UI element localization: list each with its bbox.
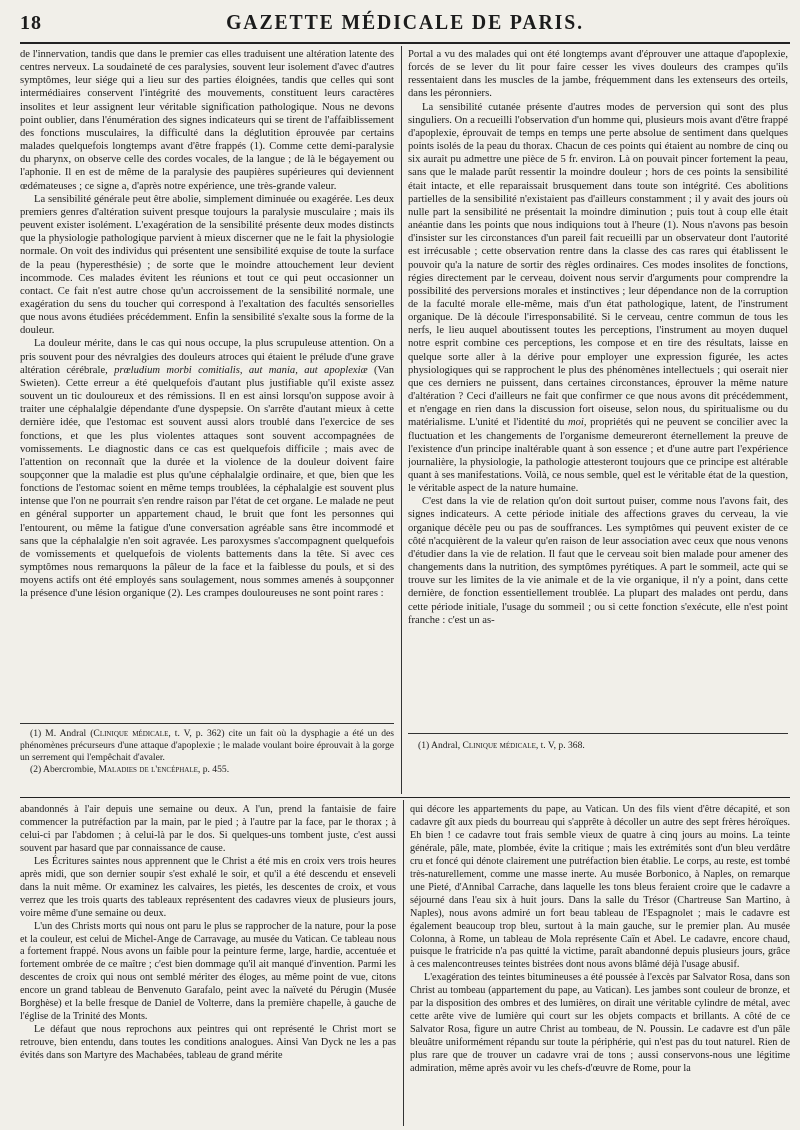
footnotes-left: [20, 728, 394, 784]
text-run: , p. 455.: [197, 764, 230, 775]
text-run: (Van Swieten). Cette erreur a été quelquefois d'autant plus justifiable qu'il existe assez souvent un tic douloureux et des rémissions. Il en est ainsi lorsqu'on suppose avoir à traiter une céphalalgie dépendante d'une dyspepsie. On s'arrête d'autant mieux à cette dernière idée, que l'estomac est souvent aussi alors troublé dans l'exercice de ses fonctions, et que les plus violentes attaques sont souvent accompagnées de vomissements. Le diagnostic dans ce cas est quelquefois difficile ; mais avec de l'attention on reconnaît que la durée et la violence de la douleur doivent faire soupçonner que la maladie est plus qu'une céphalalgie ordinaire, et que, bien que les fonctions de l'estomac soient en même temps troublées, la céphalalgie est souvent plus intense que l'on ne pourrait s'en rendre raison par l'état de cet organe. Le malade ne peut en général supporter un appartement chaud, le bruit que font les personnes qui l'entourent, ou même la fatigue d'une conversation agréable sans être incommodé et sans que la céphalalgie n'en soit agravée. Les paroxysmes s'accompagnent quelquefois de vomissements et quelquefois de violents battements dans la tête. Si avec ces symptômes nous remarquons la pâleur de la face et la faiblesse du pouls, et si des moyens actifs ont été employés sans soulagement, nous sommes amenés à soupçonner la présence d'une lésion organique (2). Les crampes douloureuses ne sont point rares :: [20, 364, 394, 600]
book-title: Maladies de l'encéphale: [98, 764, 198, 775]
paragraph: [408, 101, 788, 496]
text-run: , t. V, p. 362) cite un fait où la dysphagie a été un des phénomènes précurseurs d'une attaque d'apoplexie ; le malade voulant boire éprouvait à la gorge un serrement qui l'empêchait d'avaler.: [20, 728, 394, 763]
column-divider: [401, 46, 402, 794]
text-run: La sensibilité cutanée présente d'autres modes de perversion qui sont des plus singuliers. On a recueilli l'observation d'un homme qui, plusieurs mois avant d'être frappé d'apoplexie, éprouvait de temps en temps une perte absolue de sentiment dans quelques points isolés de la peau du thorax. Chacun de ces points qui étaient au nombre de cinq ou six aurait pu admettre une pièce de 5 fr. environ. Là on pouvait pincer fortement la peau, sans que le malade parût ressentir la moindre douleur ; hors de ces points la sensibilité était intacte, et elle reparaissait brusquement dans toute son intégrité. Ces abolitions partielles de la sensibilité n'existaient pas d'ailleurs constamment ; il y avait des jours où nulle part la sensibilité ne présentait la moindre diminution ; puis tout à coup elle était anéantie dans les points que nous indiquions tout à l'heure (1). Nous n'avons pas besoin d'insister sur les circonstances d'un pareil fait recueilli par un observateur dont l'autorité est irrécusable ; cette observation rentre dans la classe des cas rares qui établissent le pouvoir qu'a la nature de sortir des règles ordinaires. Ces modes insolites de fonctions, régies directement par le cerveau, doivent nous servir d'arguments pour comprendre la possibilité des perversions morales et instinctives ; leur dépendance non de la corruption de la faculté morale elle-même, mais d'un état pathologique, latent, de l'instrument organique. De là découle l'irresponsabilité. Si le cerveau, centre commun de tous les nerfs, le lieu auquel aboutissent toutes les perceptions, l'instrument au moyen duquel notre esprit combine ces perceptions, les compose et en tire des résultats, laisse en quelque sorte aller à la dérive pour employer une expression figurée, les actes physiologiques qui se rapprochent le plus des phénomènes intellectuels ; qui oserait nier que ces derniers ne puissent, dans certaines circonstances, éprouver la même nature d'altération ? Ceci d'ailleurs ne fait que confirmer ce que nous avons dit précédemment, et n'engage en rien dans la discussion fort oiseuse, selon nous, du spiritualisme ou du matérialisme. L'unité et l'identité du: [408, 101, 788, 429]
paragraph: [20, 337, 394, 600]
page-header: [20, 6, 790, 42]
footnote: [20, 728, 394, 764]
footnote-rule: [408, 733, 788, 734]
paragraph: Les Écritures saintes nous apprennent que le Christ a été mis en croix vers trois heures après midi, que son dernier soupir s'est exhalé le soir, et qu'il a été descendu et enseveli dans la nuit même. Or examinez les calvaires, les pietés, les descentes de croix, et vous verrez que les trois quarts des tableaux représentent des cadavres vieux de plusieurs jours, voire même d'une semaine ou deux.: [20, 855, 396, 919]
footnote: [20, 764, 394, 776]
paragraph: C'est dans la vie de relation qu'on doit surtout puiser, comme nous l'avons fait, des signes indicateurs. A cette période initiale des affections graves du cerveau, la vie organique décèle peu ou pas de souffrances. Les symptômes qui peuvent exister de ce côté n'acquièrent de la valeur qu'en raison de leur association avec ceux que nous venons d'étudier dans la vie de relation. Il faut que le cerveau soit bien malade pour amener des changements dans la nutrition, des symptômes pyrétiques. A part le sommeil, acte qui se trouve sur les limites de la vie animale et de la vie organique, il n'y a point, dans cette dernière, de fonction essentiellement troublée. La plupart des malades ont perdu, dans cette période initiale, l'usage du sommeil ; ou si cette fonction s'exécute, elle n'est point franche : c'est un as-: [408, 496, 788, 626]
text-run: (1) M. Andral (: [30, 728, 94, 739]
page-number: 18: [20, 12, 42, 34]
text-run: (1) Andral,: [418, 740, 463, 751]
column-divider: [403, 800, 404, 1126]
section-rule: [20, 797, 790, 798]
text-run: (2) Abercrombie,: [30, 764, 99, 775]
footnotes-right: [408, 740, 788, 760]
paragraph: La sensibilité générale peut être abolie, simplement diminuée ou exagérée. Les deux premiers genres d'altération suivent presque toujours la paralysie musculaire ; mais ils peuvent exister isolément. L'exagération de la sensibilité présente deux modes distincts que la physiologie pathologique parvient à mieux discerner que ne le fait la physiologie normale. On voit des individus qui présentent une sensibilité exquise de toute la surface de la peau (hyperesthésie) ; de sorte que le moindre attouchement leur devient incommode. Ces malades évitent les réunions et tout ce qui peut occasionner un contact. Ce fait n'est autre chose qu'un accroissement de la sensibilité normale, une exagération du sens du toucher qui correspond à l'exaltation des facultés sensorielles que nous avons étudiées précédemment. Enfin la sensibilité s'exalte sous la forme de la douleur.: [20, 193, 394, 337]
journal-title: GAZETTE MÉDICALE DE PARIS.: [226, 10, 584, 34]
italic-word: moi: [567, 417, 584, 429]
paragraph: Le défaut que nous reprochons aux peintres qui ont représenté le Christ mort se retrouve, bien entendu, dans toutes les conditions analogues. Ainsi Van Dyck ne les a pas évités dans son Martyre des Machabées, tableau de grand mérite: [20, 1024, 396, 1062]
latin-quote: prœludium morbi comitialis, aut mania, aut apoplexiæ: [114, 364, 368, 376]
paragraph: qui décore les appartements du pape, au Vatican. Un des fils vient d'être décapité, et son cadavre gît aux pieds du bourreau qui s'apprête à décoller un autre des sept frères héroïques. Eh bien ! ce cadavre tout frais semble vieux de quatre à cinq jours au moins. La teinte générale, pâle, mate, plombée, évite la critique ; mais les extrémités sont d'un bleu verdâtre cru et foncé qui dénote clairement une putréfaction bien établie. Le corps, au reste, est tombé très-naturellement, comme une masse inerte. Au musée Borbonico, à Naples, on remarque une Pieté, d'Annibal Carrache, dans laquelle les tons bleus feraient croire que le cadavre a séjourné dans l'eau six à huit jours. Dans la salle du Trésor (Chartreuse San Martino, à Naples), nous avons admiré un fort beau tableau de l'Espagnolet ; mais le cadavre est également beaucoup trop bleu, surtout à la main gauche, sur le premier plan. Au musée Colonna, à Rome, un tableau de Mola représente Caïn et Abel. Le cadavre, encore chaud, puisque le fratricide n'a pas quitté la victime, paraît abandonné depuis plusieurs jours, grâce à ces malencontreuses teintes bistrées dont nous avons blâmé déjà l'usage abusif.: [410, 804, 790, 971]
paragraph: L'exagération des teintes bitumineuses a été poussée à l'excès par Salvator Rosa, dans son Christ au tombeau (appartement du pape, au Vatican). Les jambes sont couleur de bronze, et par la disposition des ombres et des lumières, on dirait une véritable cylindre de métal, avec cette arête vive de lumière qui court sur les objets compacts et brillants. A côté de ce Salvator Rosa, figure un autre Christ au tombeau, de N. Poussin. Le cadavre est d'un pâle bleuâtre uniformément répandu sur toute la périphérie, qui n'est pas du tout naturel. Rien de plus rare que de trouver un cadavre vrai de tons ; aussi conservons-nous une légitime admiration, même après avoir vu les chefs-d'œuvre de Rome, pour la: [410, 972, 790, 1075]
bottom-left-column: [20, 804, 396, 1126]
text-run: La douleur mérite, dans le cas qui nous occupe, la plus scrupuleuse attention. On a pris souvent pour des névralgies des douleurs atroces qui étaient le prélude d'une grave altération cérébrale,: [20, 338, 394, 376]
top-right-column: [408, 48, 788, 718]
paragraph: Portal a vu des malades qui ont été longtemps avant d'éprouver une attaque d'apoplexie, forcés de se lever du lit pour faire cesser les vives douleurs des crampes qu'ils ressentaient dans les muscles de la jambe, fréquemment dans les extenseurs des orteils, dans les péronniers.: [408, 49, 788, 100]
header-rule: [20, 42, 790, 44]
text-run: , t. V, p. 368.: [535, 740, 585, 751]
footnote: [408, 740, 788, 752]
top-left-column: [20, 48, 394, 718]
book-title: Clinique médicale: [93, 728, 169, 739]
footnote-rule: [20, 723, 394, 724]
book-title: Clinique médicale: [462, 740, 536, 751]
paragraph: de l'innervation, tandis que dans le premier cas elles traduisent une altération latente des centres nerveux. La soudaineté de ces paralysies, souvent leur isolement d'avec d'autres symptômes, leur siége qui a lieu sur des parties éloignées, tandis que celles qui sont intermédiaires conservent l'intégrité des mouvements, constituent leurs caractères insolites et leur assignent leur véritable signification pathologique. Nous ne devons point oublier, dans l'énumération des signes indicateurs qui se tirent de l'affaiblissement des fonctions musculaires, la difficulté dans la déglutition éprouvée par certains malades quelquefois longtemps avant d'être frappés (1). Comme cette demi-paralysie du pharynx, on observe celle des cordes vocales, de la langue ; de là le bégayement ou l'aphonie. Il en est de même de la paralysie des paupières supérieures qui deviennent œdémateuses ; ce signe a, d'après notre expérience, une très-grande valeur.: [20, 49, 394, 192]
paragraph: abandonnés à l'air depuis une semaine ou deux. A l'un, prend la fantaisie de faire commencer la putréfaction par la main, par le pied ; à l'autre par la face, par le thorax ; à celui-ci par l'abdomen ; à celui-là par le dos. Si quelques-uns tombent juste, c'est aussi souvent par hasard que par connaissance de cause.: [20, 804, 396, 854]
text-run: , propriétés qui ne peuvent se concilier avec la fluctuation et les changements de l'organisme demeureront éternellement la preuve de l'existence d'un principe inaltérable quant à son essence ; et d'une autre part l'expérience journalière, la physiologie, la pathologie attesteront toujours que ce principe est altérable quant à ses manifestations. Voilà, ce nous semble, quel est le véritable état de la question, le véritable aspect de la nature humaine.: [408, 417, 788, 495]
paragraph: L'un des Christs morts qui nous ont paru le plus se rapprocher de la nature, pour la pose et la couleur, est celui de Michel-Ange de Carravage, au musée du Vatican. Ce tableau nous a fortement frappé. Nous avons un faible pour la peinture ferme, large, hardie, accentuée et fortement ombrée de ce maître ; c'est bien dommage qu'il ait manqué d'invention. Parmi les descentes de croix qui nous ont semblé mériter des éloges, au même point de vue, citons encore un grand tableau de Benvenuto Garafalo, peint avec la naïveté du Pérugin (Musée Borghèse) et la belle fresque de Daniel de Volterre, dans la première chapelle, à gauche de l'église de la Trinité des Monts.: [20, 920, 396, 1023]
bottom-right-column: [410, 804, 790, 1126]
